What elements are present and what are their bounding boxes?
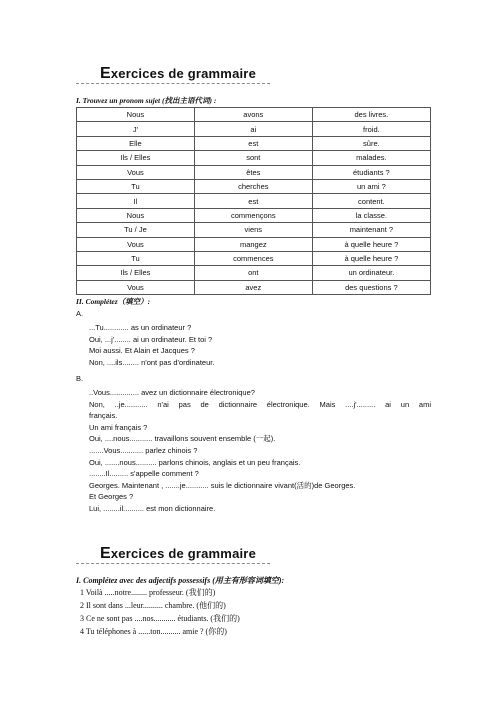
table-row [77,165,431,179]
exercise-line: 3 Ce ne sont pas ....nos........... étudiants. (我们的) [80,614,240,623]
subject-cell: Vous [77,237,195,251]
subject-cell: Ils / Elles [77,266,195,280]
verb-cell: ai [194,122,312,136]
table-row [77,280,431,294]
verb-cell: viens [194,223,312,237]
complement-cell: à quelle heure ? [312,237,430,251]
title-underline [76,563,270,564]
table-row [77,237,431,251]
complement-cell: des livres. [312,108,430,122]
title-initial: E [100,65,111,82]
dialogue-line: ...Tu............ as un ordinateur ? [89,323,192,332]
title-initial: E [100,545,111,562]
subject-cell: Nous [77,208,195,222]
table-row [77,266,431,280]
dialogue-line: ........Il......... s'appelle comment ? [89,469,199,479]
table-row [77,136,431,150]
section-heading-completez: II. Complétez（填空）: [76,297,151,306]
complement-cell: à quelle heure ? [312,251,430,265]
subject-cell: J' [77,122,195,136]
verb-cell: ont [194,266,312,280]
dialogue-line: Lui, ........il.......... est mon dictionnaire. [89,503,216,513]
subject-cell: Tu [77,251,195,265]
part-b-label: B. [76,374,84,383]
title-text: xercices de grammaire [110,546,256,561]
verb-cell: sont [194,151,312,165]
part-a-label: A. [76,309,84,318]
dialogue-line: Oui, ....nous........... travaillons souvent ensemble (一起). [89,434,276,444]
complement-cell: content. [312,194,430,208]
section-heading-possessifs: I. Complétez avec des adjectifs possessifs (用主有形容词填空): [76,576,285,585]
subject-cell: Vous [77,165,195,179]
dialogue-line: Oui, .......nous.......... parlons chinois, anglais et un peu français. [89,457,301,467]
dialogue-line: Un ami français ? [89,422,148,432]
dialogue-line: .......Vous........... parlez chinois ? [89,445,198,455]
subject-cell: Ils / Elles [77,151,195,165]
verb-cell: avez [194,280,312,294]
subject-cell: Elle [77,136,195,150]
subject-cell: Tu [77,179,195,193]
table-row [77,223,431,237]
complement-cell: un ami ? [312,179,430,193]
pronoun-table [76,107,431,295]
exercise-line: 1 Voilà .....notre........ professeur. (我们的) [80,588,216,597]
exercise-title-1 [76,66,270,84]
complement-cell: malades. [312,151,430,165]
part-a-dialogue [89,322,431,368]
subject-cell: Vous [77,280,195,294]
complement-cell: étudiants ? [312,165,430,179]
title-underline [76,83,270,84]
verb-cell: est [194,136,312,150]
part-b-dialogue [89,387,431,515]
exercise-line: 2 Il sont dans ...leur.......... chambre. (他们的) [80,601,226,610]
table-row [77,151,431,165]
subject-cell: Il [77,194,195,208]
dialogue-line: Oui, ...j'........ ai un ordinateur. Et toi ? [89,334,213,344]
table-row [77,251,431,265]
table-row [77,194,431,208]
dialogue-line: Non, ....ils........ n'ont pas d'ordinateur. [89,357,215,367]
exercise-title-2 [76,546,270,564]
verb-cell: est [194,194,312,208]
complement-cell: froid. [312,122,430,136]
complement-cell: des questions ? [312,280,430,294]
dialogue-line: Et Georges ? [89,492,134,502]
verb-cell: commençons [194,208,312,222]
dialogue-line: Non, ..je........... n'ai pas de dictionnaire électronique. Mais ....j'......... ai un ami [89,399,431,409]
verb-cell: commences [194,251,312,265]
table-row [77,108,431,122]
complement-cell: un ordinateur. [312,266,430,280]
table-row [77,179,431,193]
subject-cell: Tu / Je [77,223,195,237]
complement-cell: sûre. [312,136,430,150]
verb-cell: êtes [194,165,312,179]
verb-cell: mangez [194,237,312,251]
title-text: xercices de grammaire [110,66,256,81]
table-row [77,122,431,136]
verb-cell: avons [194,108,312,122]
dialogue-line: ..Vous.............. avez un dictionnaire électronique? [89,388,255,397]
complement-cell: maintenant ? [312,223,430,237]
verb-cell: cherches [194,179,312,193]
complement-cell: la classe. [312,208,430,222]
subject-cell: Nous [77,108,195,122]
section-heading-pronoms: I. Trouvez un pronom sujet (找出主语代词) : [76,96,217,105]
exercise-line: 4 Tu téléphones à ......ton.......... amie ? (你的) [80,627,227,636]
dialogue-line: Georges. Maintenant , .......je........... suis le dictionnaire vivant(活的)de Georges. [89,480,356,490]
dialogue-line: français. [89,411,118,421]
dialogue-line: Moi aussi. Et Alain et Jacques ? [89,346,195,356]
table-row [77,208,431,222]
